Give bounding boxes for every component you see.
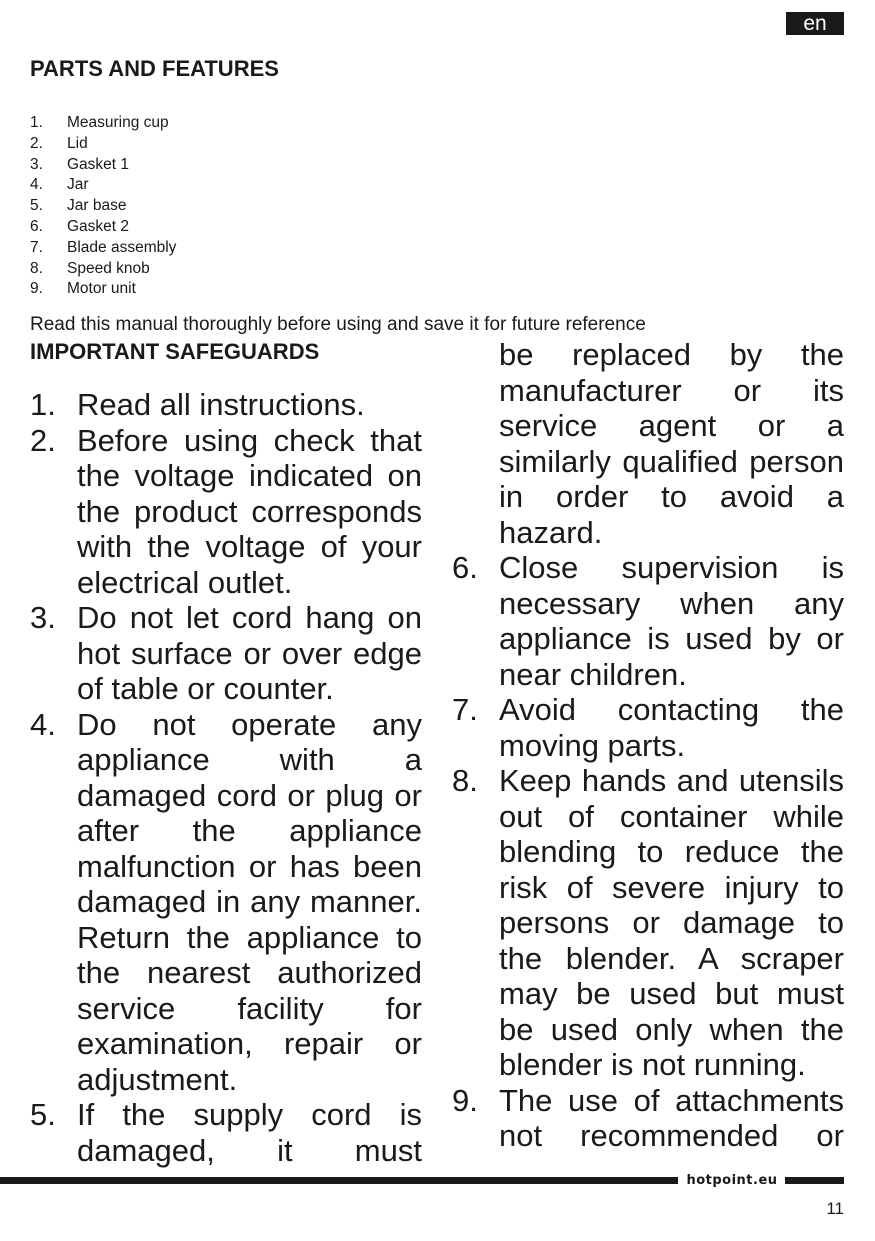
part-number: 7. [30, 238, 43, 256]
part-number: 9. [30, 280, 43, 298]
read-manual-note: Read this manual thoroughly before using and save it for future reference [30, 314, 646, 335]
part-number: 3. [30, 155, 43, 173]
part-number: 4. [30, 176, 43, 194]
part-number: 8. [30, 259, 43, 277]
part-label: Jar [67, 176, 89, 194]
safeguard-item-continued [452, 337, 844, 550]
parts-list-item [30, 155, 176, 176]
part-label: Motor unit [67, 280, 136, 298]
safeguard-number: 9. [452, 1082, 478, 1118]
parts-list-item [30, 134, 176, 155]
parts-list-item [30, 175, 176, 196]
safeguard-text: Before using check that the voltage indicated on the product corresponds with the voltage of your electrical outlet. [77, 422, 422, 600]
parts-list-item [30, 279, 176, 300]
language-badge: en [786, 12, 844, 35]
safeguard-text: Close supervision is necessary when any appliance is used by or near children. [499, 550, 844, 692]
safeguards-column-right [452, 337, 844, 1154]
part-label: Measuring cup [67, 114, 169, 131]
safeguard-item [452, 763, 844, 1083]
footer-rule-left [0, 1177, 678, 1184]
parts-list-item [30, 259, 176, 280]
safeguards-column-left [30, 387, 422, 1168]
part-number: 5. [30, 197, 43, 215]
parts-list-item [30, 113, 176, 134]
safeguard-text: If the supply cord is damaged, it must [77, 1097, 422, 1168]
safeguard-item [30, 387, 422, 423]
parts-list-item [30, 196, 176, 217]
safeguard-number: 4. [30, 706, 56, 742]
safeguard-text: Avoid contacting the moving parts. [499, 692, 844, 763]
safeguard-number: 2. [30, 422, 56, 458]
safeguard-item [452, 550, 844, 692]
part-label: Lid [67, 134, 88, 152]
safeguard-item [452, 692, 844, 763]
safeguard-number: 1. [30, 387, 56, 422]
safeguard-number: 7. [452, 692, 478, 727]
parts-and-features-title: PARTS AND FEATURES [30, 56, 279, 81]
safeguard-item [30, 423, 422, 601]
safeguard-number: 3. [30, 600, 56, 635]
page-number: 11 [826, 1199, 844, 1218]
part-label: Gasket 1 [67, 155, 130, 173]
footer-rule-right [785, 1177, 844, 1184]
part-label: Speed knob [67, 259, 150, 277]
parts-list-item [30, 217, 176, 238]
safeguard-text: Do not let cord hang on hot surface or over edge of table or counter. [77, 600, 422, 706]
parts-list [30, 113, 176, 300]
part-label: Blade assembly [67, 238, 177, 256]
safeguard-number: 6. [452, 550, 478, 585]
safeguard-number: 8. [452, 763, 478, 798]
parts-list-item [30, 238, 176, 259]
safeguard-item [30, 707, 422, 1098]
part-number: 1. [30, 114, 43, 131]
safeguard-text: be replaced by the manufacturer or its service agent or a similarly qualified person in order to avoid a hazard. [499, 337, 844, 550]
footer-website: hotpoint.eu [686, 1173, 778, 1188]
safeguard-text: The use of attachments not recommended or [499, 1082, 844, 1153]
safeguard-text: Do not operate any appliance with a damaged cord or plug or after the appliance malfunction or has been damaged in any manner. Return the appliance to the nearest authorized service facility for examination, repair or adjustment. [77, 706, 422, 1097]
safeguard-item [30, 1097, 422, 1168]
safeguard-number: 5. [30, 1097, 56, 1132]
safeguard-item [30, 600, 422, 707]
part-number: 2. [30, 134, 43, 152]
important-safeguards-title: IMPORTANT SAFEGUARDS [30, 339, 320, 364]
part-label: Gasket 2 [67, 217, 130, 235]
part-label: Jar base [67, 197, 127, 215]
safeguard-text: Keep hands and utensils out of container while blending to reduce the risk of severe injury to persons or damage to the blender. A scraper may be used but must be used only when the blender is not running. [499, 763, 844, 1082]
part-number: 6. [30, 217, 43, 235]
safeguard-item [452, 1083, 844, 1154]
safeguard-text: Read all instructions. [77, 387, 365, 422]
